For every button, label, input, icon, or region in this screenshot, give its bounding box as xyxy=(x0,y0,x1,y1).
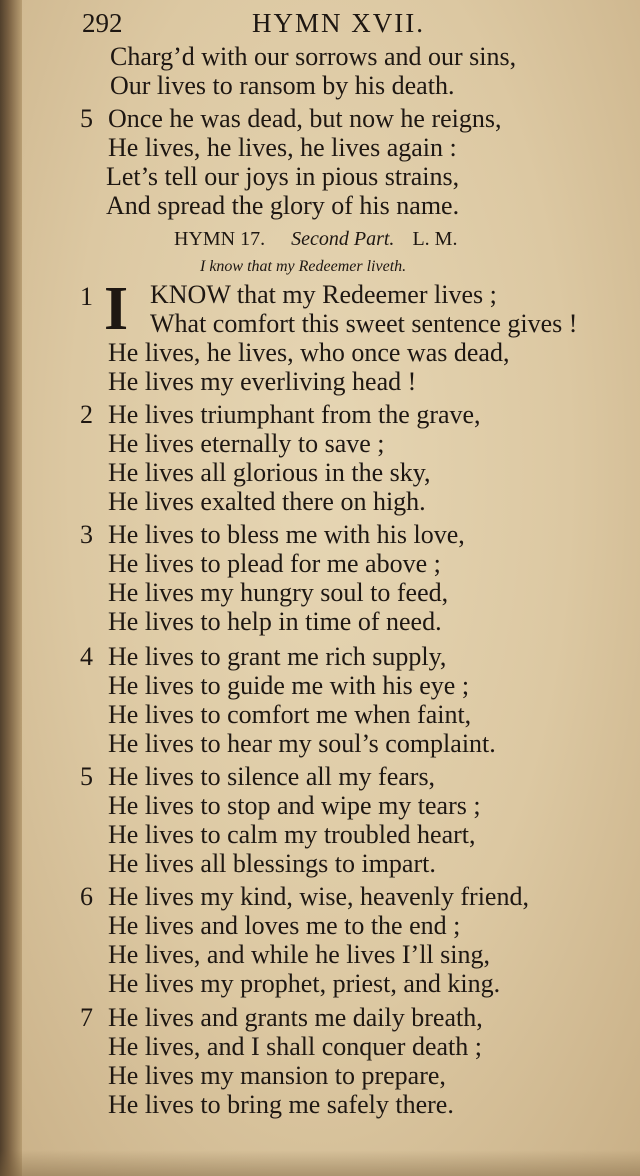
verse-line: Charg’d with our sorrows and our sins, xyxy=(110,42,517,71)
verse-line: And spread the glory of his name. xyxy=(106,191,460,220)
verse-line: He lives to stop and wipe my tears ; xyxy=(108,791,481,820)
hymn-heading xyxy=(174,226,457,252)
running-head: HYMN XVII. xyxy=(252,8,425,38)
stanza-number: 5 xyxy=(80,762,93,791)
verse-line: He lives to silence all my fears, xyxy=(108,762,436,791)
stanza-number: 6 xyxy=(80,882,93,911)
page-gutter-shadow xyxy=(0,0,22,1176)
stanza-number: 3 xyxy=(80,520,93,549)
verse-line: He lives to guide me with his eye ; xyxy=(108,671,470,700)
verse-line: Our lives to ransom by his death. xyxy=(110,71,455,100)
verse-line: Once he was dead, but now he reigns, xyxy=(108,104,502,133)
verse-line: He lives, he lives, who once was dead, xyxy=(108,338,510,367)
verse-line: He lives, he lives, he lives again : xyxy=(108,133,457,162)
verse-line: He lives to plead for me above ; xyxy=(108,549,441,578)
verse-line: He lives my hungry soul to feed, xyxy=(108,578,449,607)
page-bottom-shadow xyxy=(0,1150,640,1176)
stanza-number: 7 xyxy=(80,1003,93,1032)
verse-line: He lives exalted there on high. xyxy=(108,487,426,516)
verse-line: He lives eternally to save ; xyxy=(108,429,385,458)
hymn-meter: L. M. xyxy=(412,228,458,250)
hymn-title: HYMN 17. xyxy=(174,228,266,250)
verse-line: He lives all glorious in the sky, xyxy=(108,458,431,487)
verse-line: He lives and grants me daily breath, xyxy=(108,1003,483,1032)
verse-line: He lives to calm my troubled heart, xyxy=(108,820,476,849)
verse-line: He lives all blessings to impart. xyxy=(108,849,436,878)
verse-line: KNOW that my Redeemer lives ; xyxy=(150,280,497,309)
verse-line: He lives triumphant from the grave, xyxy=(108,400,481,429)
verse-line: He lives to help in time of need. xyxy=(108,607,442,636)
stanza-number: 1 xyxy=(80,282,93,311)
hymn-subtitle: I know that my Redeemer liveth. xyxy=(200,258,407,275)
verse-line: Let’s tell our joys in pious strains, xyxy=(106,162,460,191)
verse-line: He lives to bless me with his love, xyxy=(108,520,465,549)
stanza-number: 5 xyxy=(80,104,93,133)
verse-line: What comfort this sweet sentence gives ! xyxy=(150,309,578,338)
drop-cap: I xyxy=(104,275,129,343)
verse-line: He lives to comfort me when faint, xyxy=(108,700,472,729)
stanza-number: 2 xyxy=(80,400,93,429)
verse-line: He lives to bring me safely there. xyxy=(108,1090,454,1119)
verse-line: He lives, and while he lives I’ll sing, xyxy=(108,940,490,969)
verse-line: He lives to hear my soul’s complaint. xyxy=(108,729,496,758)
verse-line: He lives, and I shall conquer death ; xyxy=(108,1032,482,1061)
stanza-number: 4 xyxy=(80,642,93,671)
verse-line: He lives and loves me to the end ; xyxy=(108,911,461,940)
verse-line: He lives to grant me rich supply, xyxy=(108,642,447,671)
verse-line: He lives my everliving head ! xyxy=(108,367,417,396)
verse-line: He lives my kind, wise, heavenly friend, xyxy=(108,882,529,911)
hymn-part: Second Part. xyxy=(291,228,395,250)
verse-line: He lives my mansion to prepare, xyxy=(108,1061,446,1090)
verse-line: He lives my prophet, priest, and king. xyxy=(108,969,501,998)
page-number: 292 xyxy=(82,8,123,38)
